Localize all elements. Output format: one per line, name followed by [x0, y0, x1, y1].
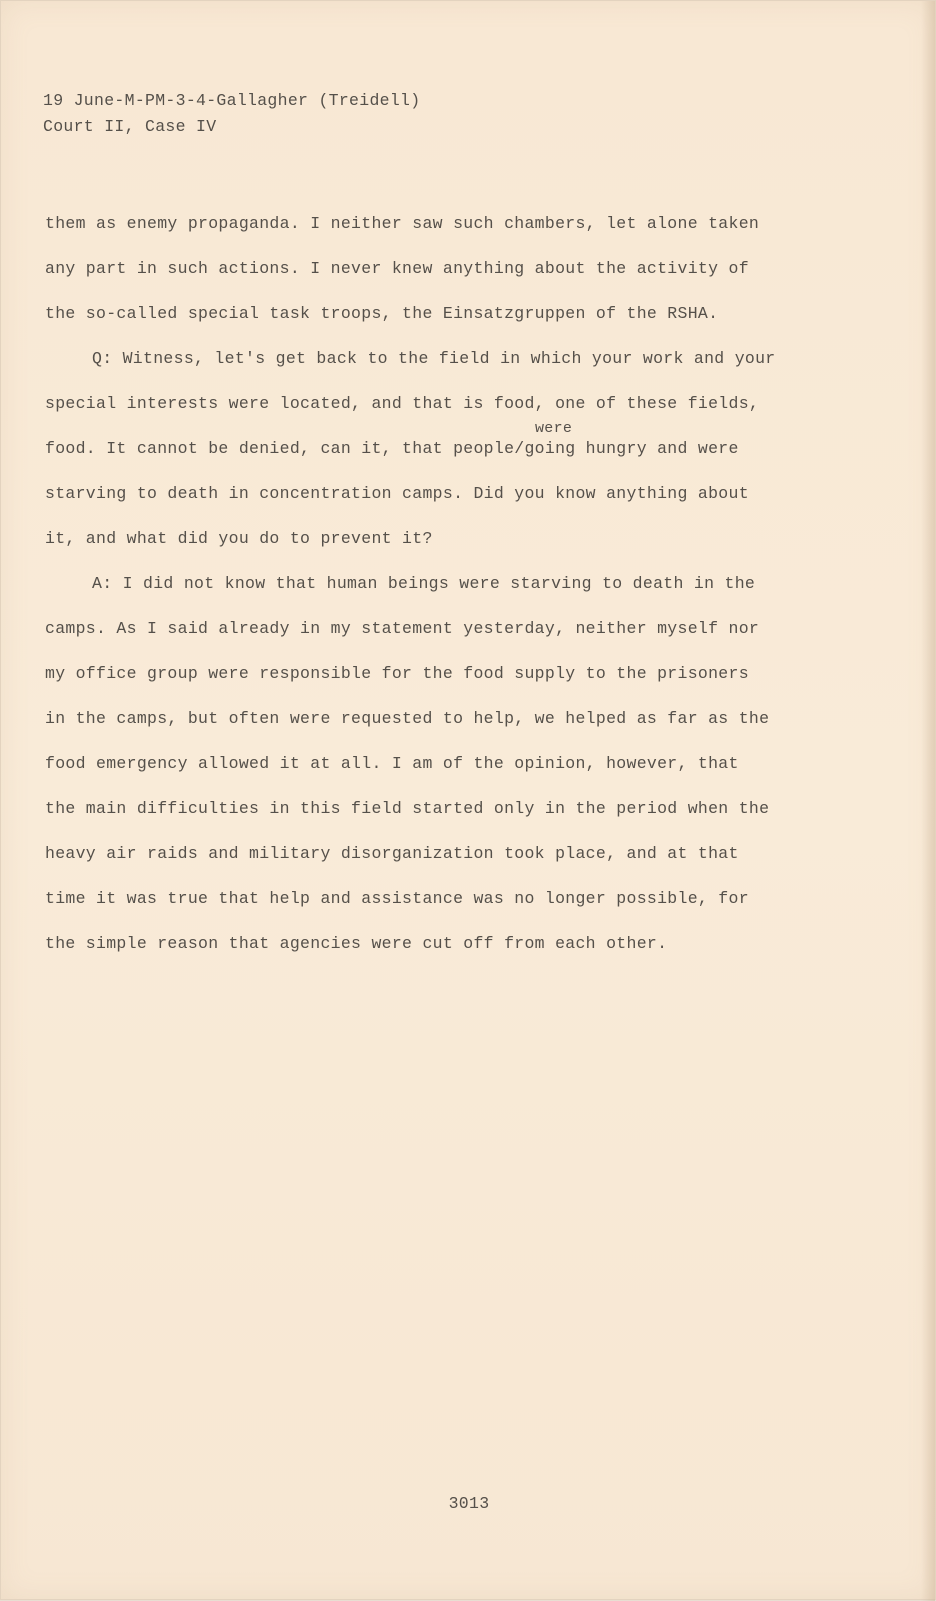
transcript-line: any part in such actions. I never knew anything about the activity of [45, 259, 749, 278]
transcript-line-text: food. It cannot be denied, can it, that people/going hungry and were [45, 439, 739, 458]
paper-edge-shadow [921, 1, 935, 1601]
transcript-line: the so-called special task troops, the Einsatzgruppen of the RSHA. [45, 304, 719, 323]
transcript-line: them as enemy propaganda. I neither saw such chambers, let alone taken [45, 214, 760, 233]
transcript-line [45, 420, 805, 471]
transcript-line-text: special interests were located, and that is food, one of these fields, [45, 394, 760, 413]
answer-line: A: I did not know that human beings were starving to death in the [92, 574, 756, 593]
transcript-line: it, and what did you do to prevent it? [45, 529, 433, 548]
transcript-line: the simple reason that agencies were cut off from each other. [45, 934, 668, 953]
transcript-line: in the camps, but often were requested to help, we helped as far as the [45, 709, 770, 728]
transcript-line [45, 381, 805, 426]
document-header [43, 88, 420, 140]
interlinear-insertion: were [535, 420, 573, 437]
page-number: 3013 [448, 1494, 490, 1513]
transcript-body [45, 201, 805, 966]
transcript-line: my office group were responsible for the food supply to the prisoners [45, 664, 749, 683]
header-court-line: Court II, Case IV [43, 117, 217, 136]
transcript-line: starving to death in concentration camps. Did you know anything about [45, 484, 749, 503]
transcript-line: heavy air raids and military disorganization took place, and at that [45, 844, 739, 863]
question-line: Q: Witness, let's get back to the field in which your work and your [92, 349, 776, 368]
transcript-line: the main difficulties in this field started only in the period when the [45, 799, 770, 818]
header-session-line: 19 June-M-PM-3-4-Gallagher (Treidell) [43, 91, 421, 110]
transcript-line: food emergency allowed it at all. I am of the opinion, however, that [45, 754, 739, 773]
transcript-line: camps. As I said already in my statement yesterday, neither myself nor [45, 619, 760, 638]
transcript-line: time it was true that help and assistance was no longer possible, for [45, 889, 749, 908]
